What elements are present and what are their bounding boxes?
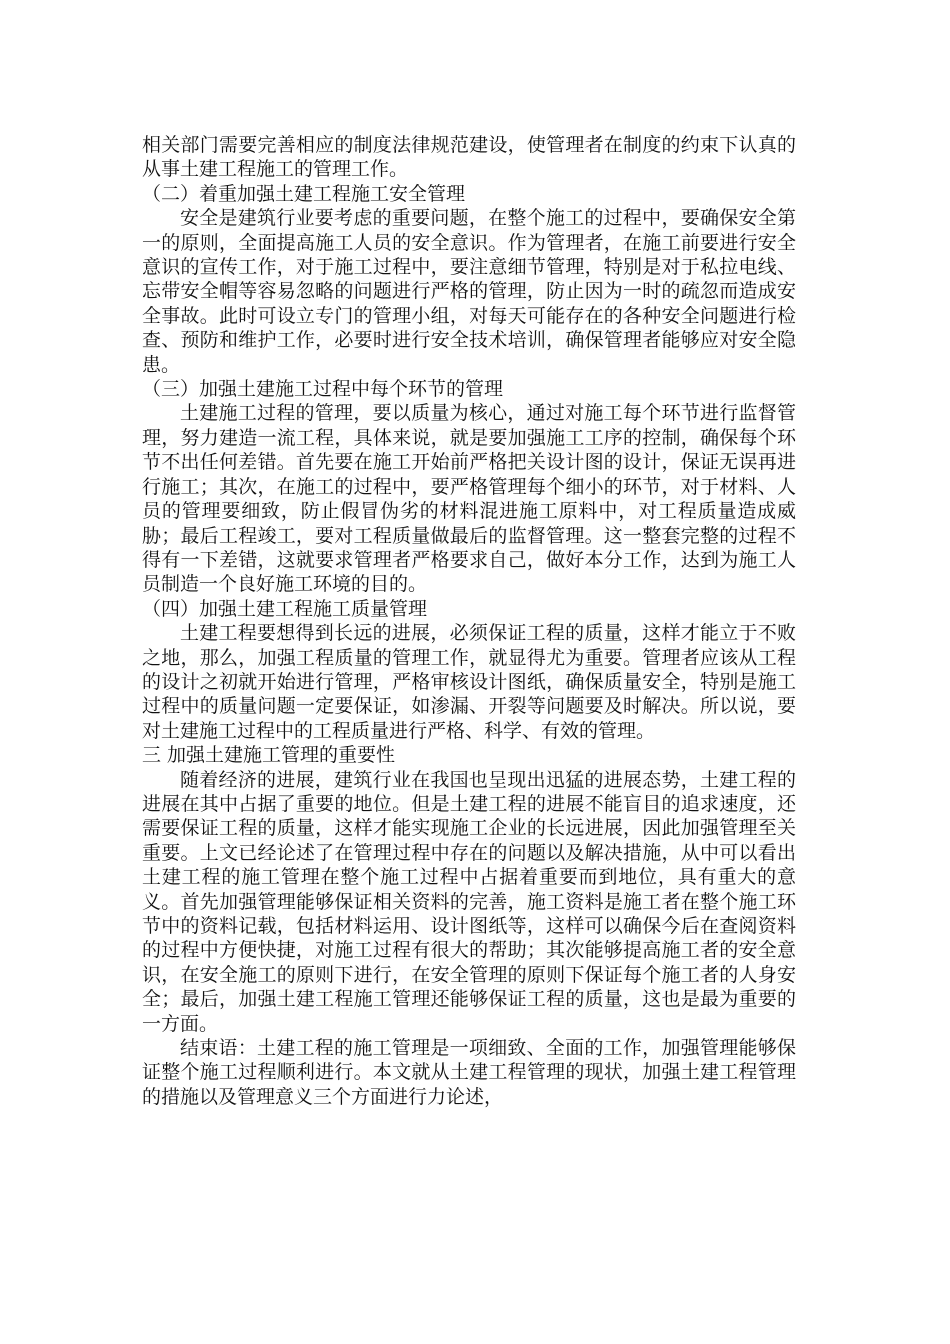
paragraph-continuation: 相关部门需要完善相应的制度法律规范建设，使管理者在制度的约束下认真的从事土建工程施工的管理工作。 xyxy=(142,134,796,181)
document-body xyxy=(142,133,796,1109)
paragraph-safety: 安全是建筑行业要考虑的重要问题，在整个施工的过程中，要确保安全第一的原则，全面提高施工人员的安全意识。作为管理者，在施工前要进行安全意识的宣传工作，对于施工过程中，要注意细节管理，特别是对于私拉电线、忘带安全帽等容易忽略的问题进行严格的管理，防止因为一时的疏忽而造成安全事故。此时可设立专门的管理小组，对每天可能存在的各种安全问题进行检查、预防和维护工作，必要时进行安全技术培训，确保管理者能够应对安全隐患。 xyxy=(142,207,796,376)
paragraph-importance: 随着经济的进展，建筑行业在我国也呈现出迅猛的进展态势，土建工程的进展在其中占据了重要的地位。但是土建工程的进展不能盲目的追求速度，还需要保证工程的质量，这样才能实现施工企业的长远进展，因此加强管理至关重要。上文已经论述了在管理过程中存在的问题以及解决措施，从中可以看出土建工程的施工管理在整个施工过程中占据着重要而到地位，具有重大的意义。首先加强管理能够保证相关资料的完善，施工资料是施工者在整个施工环节中的资料记载，包括材料运用、设计图纸等，这样可以确保今后在查阅资料的过程中方便快捷，对施工过程有很大的帮助；其次能够提高施工者的安全意识，在安全施工的原则下进行，在安全管理的原则下保证每个施工者的人身安全；最后，加强土建工程施工管理还能够保证工程的质量，这也是最为重要的一方面。 xyxy=(142,768,796,1035)
section-heading-2: （二）着重加强土建工程施工安全管理 xyxy=(142,182,466,205)
section-heading-4: （四）加强土建工程施工质量管理 xyxy=(142,597,428,620)
paragraph-process: 土建施工过程的管理，要以质量为核心，通过对施工每个环节进行监督管理，努力建造一流工程，具体来说，就是要加强施工工序的控制，确保每个环节不出任何差错。首先要在施工开始前严格把关设计图的设计，保证无误再进行施工；其次，在施工的过程中，要严格管理每个细小的环节，对于材料、人员的管理要细致，防止假冒伪劣的材料混进施工原料中，对工程质量造成威胁；最后工程竣工，要对工程质量做最后的监督管理。这一整套完整的过程不得有一下差错，这就要求管理者严格要求自己，做好本分工作，达到为施工人员制造一个良好施工环境的目的。 xyxy=(142,402,796,596)
paragraph-quality: 土建工程要想得到长远的进展，必须保证工程的质量，这样才能立于不败之地，那么，加强工程质量的管理工作，就显得尤为重要。管理者应该从工程的设计之初就开始进行管理，严格审核设计图纸，确保质量安全，特别是施工过程中的质量问题一定要保证，如渗漏、开裂等问题要及时解决。所以说，要对土建施工过程中的工程质量进行严格、科学、有效的管理。 xyxy=(142,622,796,742)
paragraph-conclusion: 结束语：土建工程的施工管理是一项细致、全面的工作，加强管理能够保证整个施工过程顺利进行。本文就从土建工程管理的现状，加强土建工程管理的措施以及管理意义三个方面进行力论述， xyxy=(142,1037,796,1108)
section-heading-3: （三）加强土建施工过程中每个环节的管理 xyxy=(142,378,504,401)
chapter-heading-3: 三 加强土建施工管理的重要性 xyxy=(142,744,396,767)
